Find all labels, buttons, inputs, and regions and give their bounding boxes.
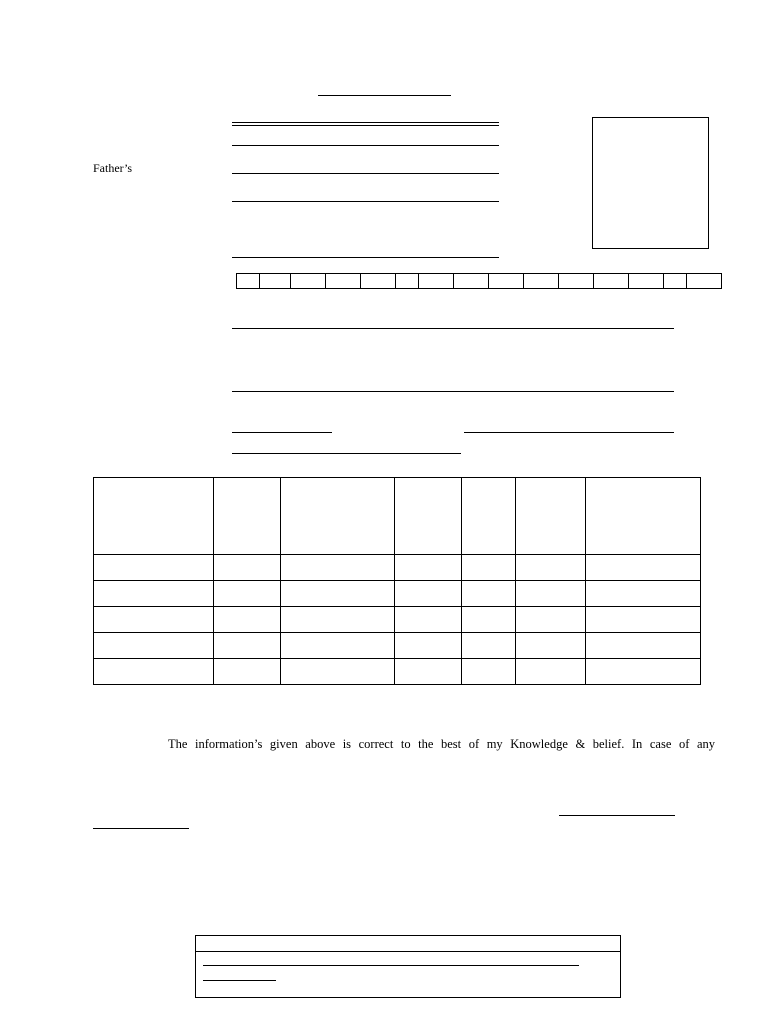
char-box[interactable] (454, 273, 489, 289)
fathers-name-label: Father’s (93, 161, 133, 175)
table-row (94, 633, 701, 659)
field-line-2[interactable] (232, 145, 499, 146)
table-cell[interactable] (281, 581, 395, 607)
table-cell[interactable] (462, 555, 516, 581)
short-field-left[interactable] (232, 432, 332, 433)
char-box[interactable] (594, 273, 629, 289)
name-field-line-top[interactable] (232, 122, 499, 123)
table-header-row (94, 478, 701, 555)
table-cell[interactable] (395, 633, 462, 659)
signature-line[interactable] (559, 815, 675, 816)
table-cell[interactable] (462, 659, 516, 685)
fathers-name-field[interactable] (232, 173, 499, 174)
char-box[interactable] (687, 273, 722, 289)
character-box-strip[interactable] (236, 273, 722, 289)
table-cell[interactable] (395, 555, 462, 581)
char-box[interactable] (629, 273, 664, 289)
table-cell[interactable] (281, 633, 395, 659)
table-row (94, 581, 701, 607)
char-box[interactable] (260, 273, 291, 289)
table-cell[interactable] (281, 555, 395, 581)
short-field-right[interactable] (464, 432, 674, 433)
table-row (94, 659, 701, 685)
table-cell[interactable] (395, 607, 462, 633)
header-cell (462, 478, 516, 555)
table-cell[interactable] (462, 607, 516, 633)
office-use-divider (196, 951, 620, 952)
table-cell[interactable] (516, 633, 586, 659)
office-use-short-line[interactable] (203, 980, 276, 981)
table-cell[interactable] (214, 633, 281, 659)
table-cell[interactable] (462, 633, 516, 659)
char-box[interactable] (361, 273, 396, 289)
table-cell[interactable] (395, 659, 462, 685)
field-line-5[interactable] (232, 257, 499, 258)
photo-box[interactable] (592, 117, 709, 249)
table-cell[interactable] (586, 633, 701, 659)
header-cell (281, 478, 395, 555)
declaration-text: The information’s given above is correct to the best of my Knowledge & belief. In case of any (168, 737, 715, 751)
office-use-box (195, 935, 621, 998)
header-cell (586, 478, 701, 555)
field-line-extra[interactable] (232, 453, 461, 454)
table-cell[interactable] (94, 659, 214, 685)
table-row (94, 607, 701, 633)
table-cell[interactable] (281, 607, 395, 633)
table-cell[interactable] (516, 659, 586, 685)
table-cell[interactable] (586, 581, 701, 607)
char-box[interactable] (291, 273, 326, 289)
table-cell[interactable] (94, 555, 214, 581)
table-cell[interactable] (94, 633, 214, 659)
char-box[interactable] (419, 273, 454, 289)
header-cell (214, 478, 281, 555)
header-cell (516, 478, 586, 555)
char-box[interactable] (489, 273, 524, 289)
table-cell[interactable] (214, 581, 281, 607)
char-box[interactable] (524, 273, 559, 289)
field-line-4[interactable] (232, 201, 499, 202)
address-line-2[interactable] (232, 391, 674, 392)
name-field-line-bottom (232, 125, 499, 126)
table-cell[interactable] (516, 581, 586, 607)
table-cell[interactable] (214, 659, 281, 685)
header-cell (395, 478, 462, 555)
table-cell[interactable] (94, 581, 214, 607)
date-line[interactable] (93, 828, 189, 829)
title-underline (318, 95, 451, 96)
table-cell[interactable] (516, 555, 586, 581)
table-cell[interactable] (395, 581, 462, 607)
table-cell[interactable] (214, 607, 281, 633)
office-use-field-line[interactable] (203, 965, 579, 966)
details-table (93, 477, 701, 685)
table-cell[interactable] (462, 581, 516, 607)
char-box[interactable] (396, 273, 419, 289)
table-row (94, 555, 701, 581)
table-cell[interactable] (281, 659, 395, 685)
table-cell[interactable] (586, 607, 701, 633)
char-box[interactable] (664, 273, 687, 289)
table-cell[interactable] (214, 555, 281, 581)
char-box[interactable] (559, 273, 594, 289)
table-cell[interactable] (586, 659, 701, 685)
char-box[interactable] (326, 273, 361, 289)
table-cell[interactable] (94, 607, 214, 633)
table-cell[interactable] (516, 607, 586, 633)
char-box[interactable] (237, 273, 260, 289)
header-cell (94, 478, 214, 555)
table-cell[interactable] (586, 555, 701, 581)
address-line-1[interactable] (232, 328, 674, 329)
